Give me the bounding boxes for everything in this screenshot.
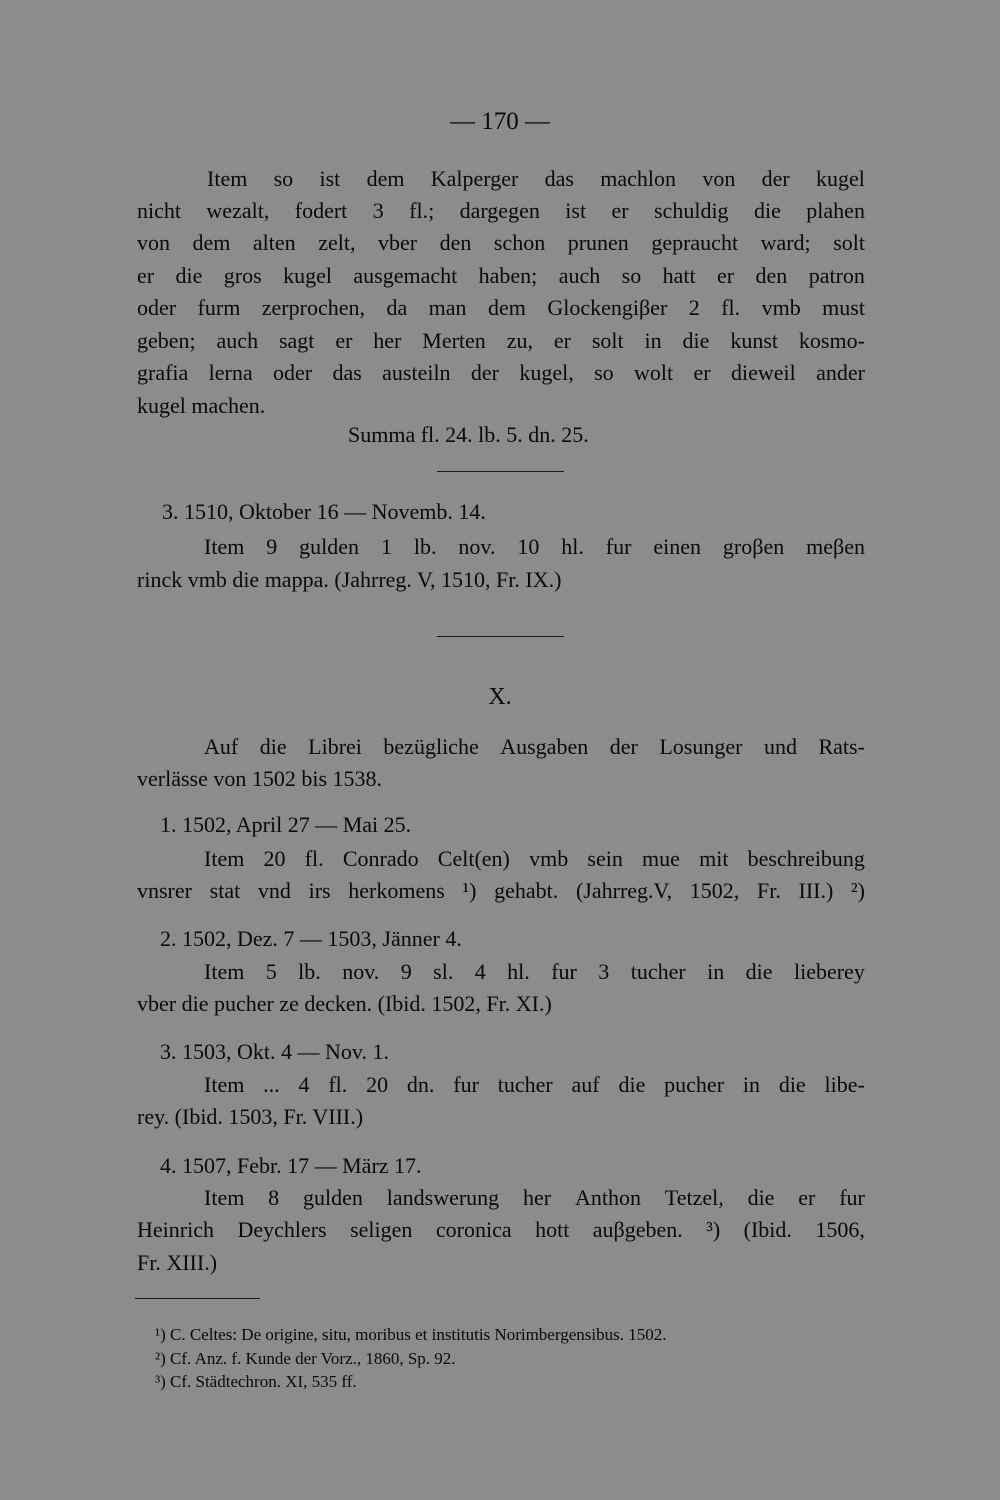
chapter-numeral: X.: [488, 684, 512, 710]
entry-heading: 3. 1503, Okt. 4 — Nov. 1.: [160, 1039, 389, 1064]
page-number: — 170 —: [450, 108, 550, 135]
entry-line: Item ... 4 fl. 20 dn. fur tucher auf die pucher in die libe-: [204, 1072, 865, 1097]
chapter-title-line: verlässe von 1502 bis 1538.: [137, 766, 383, 791]
entry-line: Heinrich Deychlers seligen coronica hott auβgeben. ³) (Ibid. 1506,: [137, 1217, 865, 1242]
entry-line: rey. (Ibid. 1503, Fr. VIII.): [137, 1104, 364, 1129]
paragraph-line: von dem alten zelt, vber den schon prunen gepraucht ward; solt: [137, 230, 865, 255]
entry-line: Item 5 lb. nov. 9 sl. 4 hl. fur 3 tucher in die lieberey: [204, 959, 865, 984]
paragraph-line: Item so ist dem Kalperger das machlon von der kugel: [207, 166, 865, 191]
entry-heading: 3. 1510, Oktober 16 — Novemb. 14.: [162, 499, 486, 524]
chapter-title-line: Auf die Librei bezügliche Ausgaben der Losunger und Rats-: [204, 734, 865, 759]
entry-heading: 4. 1507, Febr. 17 — März 17.: [160, 1153, 422, 1178]
section-divider: [437, 636, 564, 637]
paragraph-line: nicht wezalt, fodert 3 fl.; dargegen ist er schuldig die plahen: [137, 198, 865, 223]
entry-line: vnsrer stat vnd irs herkomens ¹) gehabt. (Jahrreg.V, 1502, Fr. III.) ²): [137, 878, 865, 903]
entry-heading: 2. 1502, Dez. 7 — 1503, Jänner 4.: [160, 926, 462, 951]
entry-line: vber die pucher ze decken. (Ibid. 1502, Fr. XI.): [137, 991, 552, 1016]
entry-line: Fr. XIII.): [137, 1250, 218, 1275]
entry-line: Item 8 gulden landswerung her Anthon Tetzel, die er fur: [204, 1185, 865, 1210]
entry-line: rinck vmb die mappa. (Jahrreg. V, 1510, Fr. IX.): [137, 567, 562, 592]
footnote: ¹) C. Celtes: De origine, situ, moribus et institutis Norimbergensibus. 1502.: [155, 1325, 667, 1344]
footnote: ²) Cf. Anz. f. Kunde der Vorz., 1860, Sp. 92.: [155, 1349, 456, 1368]
entry-line: Item 20 fl. Conrado Celt(en) vmb sein mue mit beschreibung: [204, 846, 865, 871]
summa-line: Summa fl. 24. lb. 5. dn. 25.: [348, 422, 589, 447]
paragraph-line: geben; auch sagt er her Merten zu, er solt in die kunst kosmo-: [137, 328, 865, 353]
footnote: ³) Cf. Städtechron. XI, 535 ff.: [155, 1372, 357, 1391]
paragraph-line: grafia lerna oder das austeiln der kugel, so wolt er dieweil ander: [137, 360, 865, 385]
paragraph-line: er die gros kugel ausgemacht haben; auch so hatt er den patron: [137, 263, 865, 288]
paragraph-line: oder furm zerprochen, da man dem Glockengiβer 2 fl. vmb must: [137, 295, 865, 320]
section-divider: [437, 471, 564, 472]
footnote-divider: [135, 1298, 260, 1299]
entry-line: Item 9 gulden 1 lb. nov. 10 hl. fur einen groβen meβen: [204, 534, 865, 559]
paragraph-line: kugel machen.: [137, 393, 266, 418]
entry-heading: 1. 1502, April 27 — Mai 25.: [160, 812, 412, 837]
